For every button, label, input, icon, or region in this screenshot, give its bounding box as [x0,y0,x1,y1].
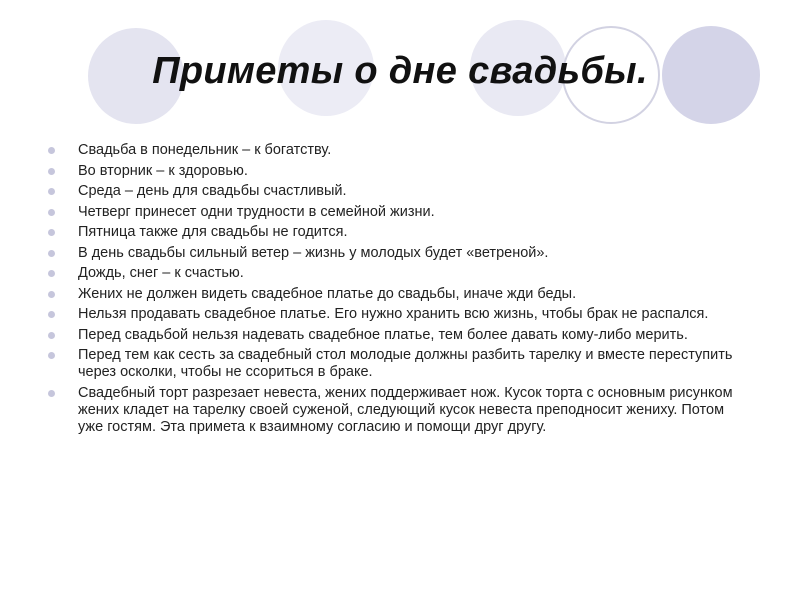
bullet-icon [48,352,55,359]
bullet-item [48,286,748,303]
bullet-text: Во вторник – к здоровью. [78,162,248,179]
bullet-item [48,163,748,180]
bullet-item [48,306,748,323]
bullet-item [48,327,748,344]
bullet-text: Жених не должен видеть свадебное платье до свадьбы, иначе жди беды. [78,285,577,302]
bullet-icon [48,291,55,298]
bullet-text: В день свадьбы сильный ветер – жизнь у молодых будет «ветреной». [78,244,549,261]
bullet-list [48,142,748,439]
bullet-item [48,347,748,381]
bullet-icon [48,209,55,216]
bullet-text: Дождь, снег – к счастью. [78,265,244,281]
bullet-icon [48,250,55,257]
slide-title: Приметы о дне свадьбы. [152,50,648,92]
bullet-icon [48,188,55,195]
bullet-text: Нельзя продавать свадебное платье. Его нужно хранить всю жизнь, чтобы брак не распался. [78,306,709,322]
bullet-text: Четверг принесет одни трудности в семейной жизни. [78,203,435,220]
bullet-text: Свадьба в понедельник – к богатству. [78,142,332,158]
bullet-item [48,265,748,282]
bullet-icon [48,147,55,154]
bullet-text: Перед тем как сесть за свадебный стол молодые должны разбить тарелку и вместе переступить через осколки, чтобы не ссориться в браке. [78,347,733,380]
bullet-item [48,183,748,200]
bullet-text: Среда – день для свадьбы счастливый. [78,183,347,199]
bullet-item [48,385,748,436]
bullet-text: Перед свадьбой нельзя надевать свадебное платье, тем более давать кому-либо мерить. [78,326,688,343]
bullet-icon [48,168,55,175]
bullet-text: Пятница также для свадьбы не годится. [78,224,348,240]
bullet-icon [48,332,55,339]
bullet-icon [48,311,55,318]
bullet-icon [48,229,55,236]
bullet-icon [48,270,55,277]
bullet-item [48,204,748,221]
bullet-item [48,245,748,262]
bullet-text: Свадебный торт разрезает невеста, жених поддерживает нож. Кусок торта с основным рисунком жених кладет на тарелку своей суженой, следующий кусок невеста преподносит жениху. Потом уже гостям. Эта примета к взаимному согласию и помощи друг другу. [78,384,733,435]
bullet-item [48,224,748,241]
bullet-icon [48,390,55,397]
bullet-item [48,142,748,159]
